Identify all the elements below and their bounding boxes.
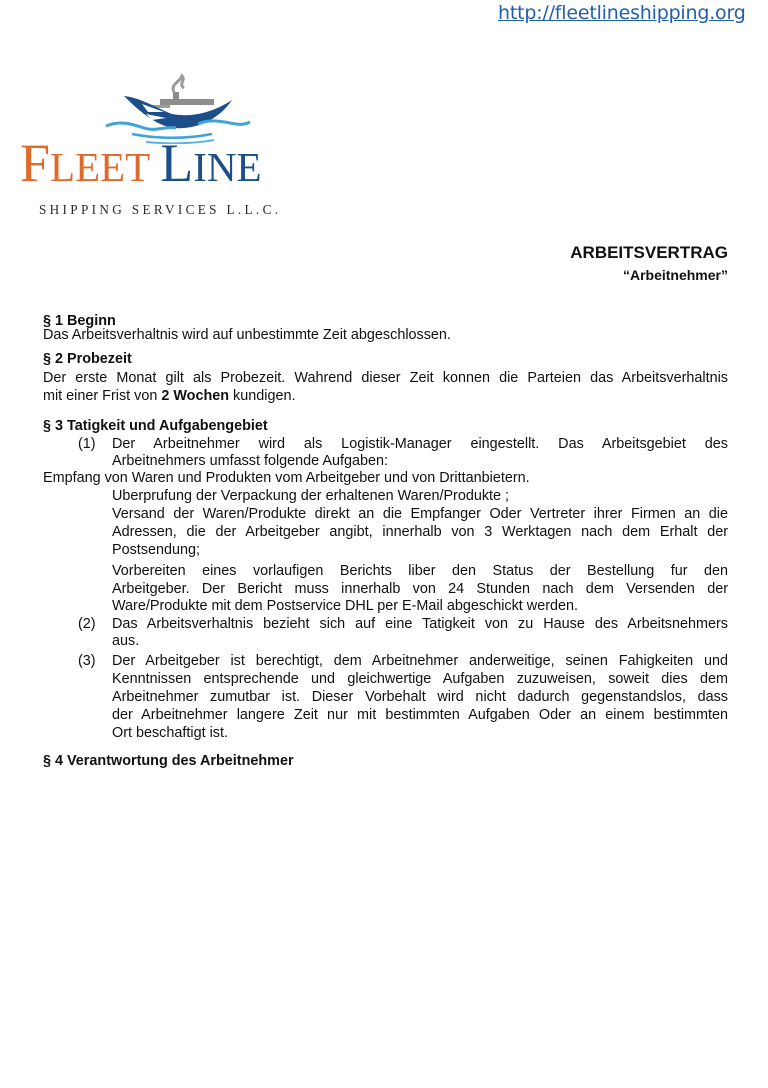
item-3-line-1: Der Arbeitgeber ist berechtigt, dem Arbeitnehmer anderweitige, seinen Fahigkeiten und	[112, 653, 728, 669]
logo-line-rest: INE	[193, 144, 262, 190]
task-line-5: Vorbereiten eines vorlaufigen Berichts liber den Status der Bestellung fur den	[112, 563, 728, 579]
company-logo	[20, 72, 320, 222]
section-4-heading: § 4 Verantwortung des Arbeitnehmer	[43, 753, 294, 769]
item-number-2: (2)	[78, 616, 96, 632]
document-title: ARBEITSVERTRAG	[570, 243, 728, 262]
item-1-line-2: Arbeitnehmers umfasst folgende Aufgaben:	[112, 453, 388, 469]
section-2-emphasis: 2 Wochen	[161, 388, 230, 404]
logo-wordmark	[20, 133, 262, 193]
item-1-line-1: Der Arbeitnehmer wird als Logistik-Manager eingestellt. Das Arbeitsgebiet des	[112, 436, 728, 452]
item-2-line-2: aus.	[112, 633, 140, 649]
section-2-text-end: kundigen.	[229, 388, 296, 404]
section-1-text: Das Arbeitsverhaltnis wird auf unbestimmte Zeit abgeschlossen.	[43, 327, 451, 343]
item-3-line-2: Kenntnissen entsprechende und gleichwertige Aufgaben zuzuweisen, soweit dies dem	[112, 671, 728, 687]
item-number-1: (1)	[78, 436, 96, 452]
task-line-6: Arbeitgeber. Der Bericht muss innerhalb von 24 Stunden nach dem Versenden der	[112, 581, 728, 597]
task-line-1: Uberprufung der Verpackung der erhaltenen Waren/Produkte ;	[112, 488, 510, 504]
logo-subtitle: SHIPPING SERVICES L.L.C.	[39, 202, 282, 217]
logo-fleet-rest: LEET	[50, 144, 151, 190]
item-2-line-1: Das Arbeitsverhaltnis bezieht sich auf eine Tatigkeit von zu Hause des Arbeitsnehmers	[112, 616, 728, 632]
section-2-text: mit einer Frist von	[43, 388, 162, 404]
section-3-heading: § 3 Tatigkeit und Aufgabengebiet	[43, 418, 268, 434]
section-2-heading: § 2 Probezeit	[43, 351, 132, 367]
section-1-heading: § 1 Beginn	[43, 313, 116, 329]
item-3-line-4: der Arbeitnehmer langere Zeit nur mit bestimmten Aufgaben Oder an einem bestimmten	[112, 707, 728, 723]
section-3-unindented: Empfang von Waren und Produkten vom Arbeitgeber und von Drittanbietern.	[43, 470, 530, 486]
section-2-line-2	[43, 387, 295, 405]
task-line-3: Adressen, die der Arbeitgeber angibt, innerhalb von 3 Werktagen nach dem Erhalt der	[112, 524, 728, 540]
section-2-line-1: Der erste Monat gilt als Probezeit. Wahrend dieser Zeit konnen die Parteien das Arbeitsverhaltnis	[43, 370, 728, 386]
task-line-4: Postsendung;	[112, 542, 201, 558]
item-3-line-5: Ort beschaftigt ist.	[112, 725, 228, 741]
task-line-2: Versand der Waren/Produkte direkt an die Empfanger Oder Vertreter ihrer Firmen an die	[112, 506, 728, 522]
item-number-3: (3)	[78, 653, 96, 669]
document-subtitle: “Arbeitnehmer”	[622, 267, 728, 283]
website-link[interactable]: http://fleetlineshipping.org	[498, 2, 746, 24]
logo-line-cap: L	[160, 133, 194, 193]
item-3-line-3: Arbeitnehmer zumutbar ist. Dieser Vorbehalt wird nicht dadurch gegenstandslos, dass	[112, 689, 728, 705]
logo-fleet-cap: F	[20, 133, 51, 193]
task-line-7: Ware/Produkte mit dem Postservice DHL per E-Mail abgeschickt werden.	[112, 598, 579, 614]
